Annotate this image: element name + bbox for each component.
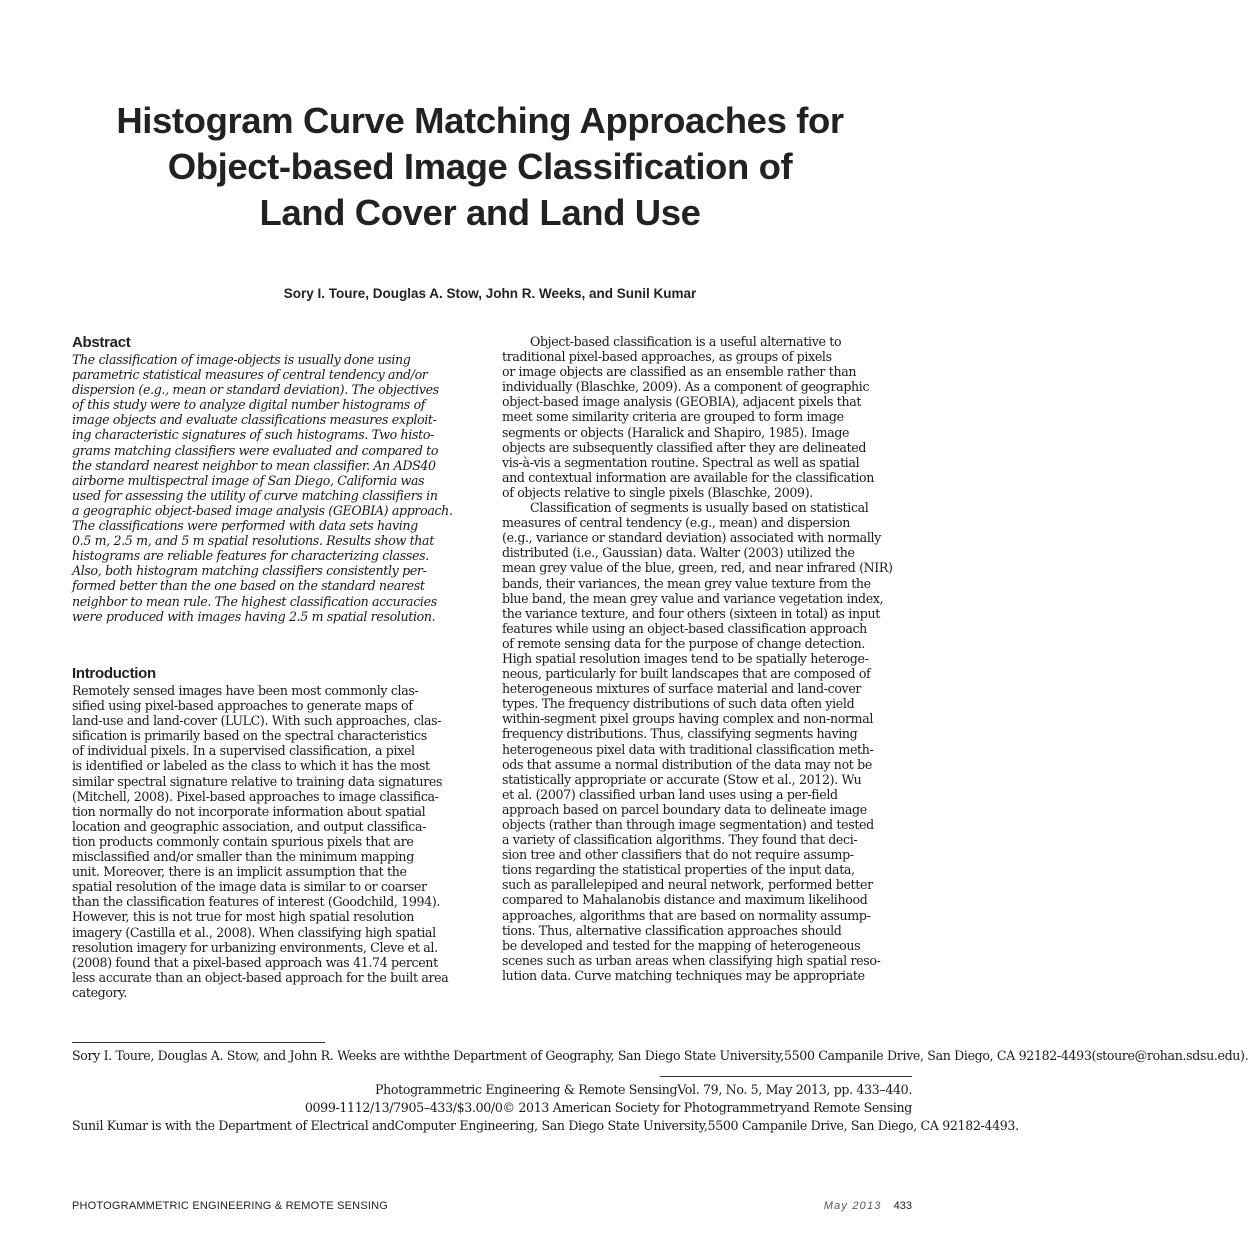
text-line: a geographic object-based image analysis (GEOBIA) approach.: [72, 502, 453, 518]
text-line: used for assessing the utility of curve matching classifiers in: [72, 487, 438, 503]
text-line: sion tree and other classifiers that do not require assump-: [502, 847, 854, 863]
text-line: sification is primarily based on the spectral characteristics: [72, 728, 427, 744]
text-line: 5500 Campanile Drive, San Diego, CA 92182-4493: [783, 1048, 1092, 1063]
abstract-section: [72, 334, 490, 624]
introduction-heading: Introduction: [72, 665, 156, 682]
text-line: misclassified and/or smaller than the minimum mapping: [72, 849, 414, 865]
text-line: unit. Moreover, there is an implicit assumption that the: [72, 864, 407, 880]
text-line: approach based on parcel boundary data to delineate image: [502, 801, 867, 817]
text-line: and Remote Sensing: [786, 1100, 912, 1116]
text-line: category.: [72, 984, 128, 1000]
body-text: [502, 334, 920, 983]
title-line-2: Object-based Image Classification of: [167, 146, 793, 187]
text-line: neighbor to mean rule. The highest classification accuracies: [72, 593, 437, 609]
text-line: such as parallelepiped and neural network, performed better: [502, 877, 873, 893]
text-line: mean grey value of the blue, green, red, and near infrared (NIR): [502, 560, 893, 576]
text-line: is identified or labeled as the class to which it has the most: [72, 758, 430, 774]
text-line: less accurate than an object-based approach for the built area: [72, 969, 449, 985]
text-line: (Mitchell, 2008). Pixel-based approaches to image classifica-: [72, 788, 439, 804]
text-line: of remote sensing data for the purpose of change detection.: [502, 635, 866, 651]
text-line: Sunil Kumar is with the Department of Electrical and: [72, 1118, 395, 1133]
text-line: Object-based classification is a useful alternative to: [530, 334, 842, 349]
text-line: the Department of Geography, San Diego State University,: [430, 1048, 784, 1063]
text-line: traditional pixel-based approaches, as groups of pixels: [502, 349, 832, 365]
text-line: airborne multispectral image of San Diego, California was: [72, 472, 425, 488]
text-line: Photogrammetric Engineering & Remote Sensing: [375, 1082, 678, 1097]
text-line: 0099-1112/13/7905–433/$3.00/0: [304, 1100, 503, 1116]
text-line: heterogeneous pixel data with traditional classification meth-: [502, 741, 874, 757]
title-line-1: Histogram Curve Matching Approaches for: [116, 100, 844, 141]
text-line: compared to Mahalanobis distance and maximum likelihood: [502, 892, 868, 908]
text-line: resolution imagery for urbanizing environments, Cleve et al.: [72, 939, 438, 955]
page-number: 433: [893, 1200, 912, 1212]
text-line: (2008) found that a pixel-based approach was 41.74 percent: [72, 954, 438, 970]
text-line: neous, particularly for built landscapes that are composed of: [502, 666, 871, 682]
journal-copyright: [305, 1100, 912, 1115]
text-line: location and geographic association, and output classifica-: [72, 818, 427, 834]
text-line: Computer Engineering, San Diego State University,: [394, 1118, 708, 1133]
text-line: individually (Blaschke, 2009). As a component of geographic: [502, 379, 870, 395]
journal-citation: [305, 1082, 912, 1097]
text-line: 5500 Campanile Drive, San Diego, CA 92182-4493.: [707, 1118, 1019, 1133]
abstract-heading: Abstract: [72, 334, 131, 351]
journal-info: [305, 1082, 912, 1115]
text-line: © 2013 American Society for Photogrammetry: [502, 1100, 787, 1116]
text-line: However, this is not true for most high spatial resolution: [72, 909, 415, 925]
text-line: grams matching classifiers were evaluated and compared to: [72, 442, 439, 458]
text-line: features while using an object-based classification approach: [502, 620, 867, 636]
text-line: imagery (Castilla et al., 2008). When classifying high spatial: [72, 924, 436, 940]
text-line: Sory I. Toure, Douglas A. Stow, and John R. Weeks are with: [72, 1048, 431, 1063]
text-line: objects (rather than through image segmentation) and tested: [502, 817, 874, 832]
text-line: Also, both histogram matching classifiers consistently per-: [72, 563, 427, 579]
text-line: tions. Thus, alternative classification approaches should: [502, 922, 842, 938]
text-line: vis-à-vis a segmentation routine. Spectral as well as spatial: [502, 454, 860, 470]
text-line: parametric statistical measures of central tendency and/or: [72, 367, 428, 383]
text-line: scenes such as urban areas when classifying high spatial reso-: [502, 952, 881, 968]
text-line: ods that assume a normal distribution of the data may not be: [502, 756, 872, 772]
text-line: histograms are reliable features for characterizing classes.: [72, 548, 429, 564]
footer-date: May 2013: [823, 1200, 882, 1212]
text-line: blue band, the mean grey value and variance vegetation index,: [502, 590, 884, 606]
text-line: land-use and land-cover (LULC). With such approaches, clas-: [72, 713, 442, 729]
title-line-3: Land Cover and Land Use: [259, 192, 701, 233]
author-affiliation-1: [72, 1048, 1248, 1063]
text-line: image objects and evaluate classifications measures exploit-: [72, 412, 437, 428]
text-line: The classification of image-objects is usually done using: [72, 352, 411, 367]
right-column-text: [502, 334, 920, 983]
text-line: Vol. 79, No. 5, May 2013, pp. 433–440.: [677, 1082, 912, 1097]
text-line: tion products commonly contain spurious pixels that are: [72, 833, 414, 849]
text-line: similar spectral signature relative to training data signatures: [72, 773, 443, 789]
text-line: (stoure@rohan.sdsu.edu).: [1091, 1048, 1248, 1063]
text-line: sified using pixel-based approaches to generate maps of: [72, 698, 413, 714]
text-line: and contextual information are available for the classification: [502, 469, 875, 485]
text-line: objects are subsequently classified after they are delineated: [502, 439, 867, 455]
text-line: object-based image analysis (GEOBIA), adjacent pixels that: [502, 394, 862, 410]
footnote-divider: [72, 1042, 325, 1043]
text-line: of objects relative to single pixels (Blaschke, 2009).: [502, 484, 813, 500]
text-line: ing characteristic signatures of such histograms. Two histo-: [72, 427, 434, 443]
text-line: frequency distributions. Thus, classifying segments having: [502, 726, 858, 742]
text-line: formed better than the one based on the standard nearest: [72, 578, 425, 594]
text-line: types. The frequency distributions of such data often yield: [502, 696, 855, 712]
abstract-text: [72, 352, 490, 624]
text-line: High spatial resolution images tend to be spatially heteroge-: [502, 650, 869, 666]
text-line: or image objects are classified as an ensemble rather than: [502, 364, 857, 380]
introduction-text: [72, 683, 490, 1000]
footer-page-info: [824, 1200, 912, 1212]
text-line: be developed and tested for the mapping of heterogeneous: [502, 937, 861, 953]
text-line: within-segment pixel groups having complex and non-normal: [502, 711, 874, 727]
text-line: than the classification features of interest (Goodchild, 1994).: [72, 894, 441, 910]
text-line: (e.g., variance or standard deviation) associated with normally: [502, 530, 881, 546]
text-line: were produced with images having 2.5 m spatial resolution.: [72, 608, 436, 624]
text-line: statistically appropriate or accurate (Stow et al., 2012). Wu: [502, 771, 862, 787]
text-line: heterogeneous mixtures of surface material and land-cover: [502, 681, 862, 697]
text-line: the standard nearest neighbor to mean classifier. An ADS40: [72, 457, 436, 473]
text-line: tion normally do not incorporate information about spatial: [72, 803, 426, 819]
journal-info-divider: [660, 1076, 912, 1077]
paper-title: [60, 98, 900, 236]
text-line: of individual pixels. In a supervised classification, a pixel: [72, 743, 415, 759]
text-line: dispersion (e.g., mean or standard deviation). The objectives: [72, 382, 439, 398]
footer-journal-name: PHOTOGRAMMETRIC ENGINEERING & REMOTE SENSING: [72, 1200, 389, 1212]
text-line: The classifications were performed with data sets having: [72, 518, 418, 534]
text-line: a variety of classification algorithms. They found that deci-: [502, 832, 858, 848]
text-line: approaches, algorithms that are based on normality assump-: [502, 907, 871, 923]
text-line: meet some similarity criteria are grouped to form image: [502, 409, 844, 425]
text-line: lution data. Curve matching techniques may be appropriate: [502, 967, 865, 983]
text-line: spatial resolution of the image data is similar to or coarser: [72, 879, 427, 895]
text-line: bands, their variances, the mean grey value texture from the: [502, 575, 871, 591]
text-line: et al. (2007) classified urban land uses using a per-field: [502, 786, 838, 802]
introduction-section: [72, 665, 490, 1000]
text-line: Classification of segments is usually based on statistical: [530, 500, 869, 516]
text-line: 0.5 m, 2.5 m, and 5 m spatial resolutions. Results show that: [72, 533, 434, 549]
text-line: tions regarding the statistical properties of the input data,: [502, 862, 855, 878]
text-line: of this study were to analyze digital number histograms of: [72, 397, 426, 413]
text-line: distributed (i.e., Gaussian) data. Walter (2003) utilized the: [502, 545, 855, 561]
text-line: measures of central tendency (e.g., mean) and dispersion: [502, 515, 851, 531]
author-affiliation-2: [72, 1118, 1019, 1133]
text-line: the variance texture, and four others (sixteen in total) as input: [502, 605, 880, 621]
text-line: segments or objects (Haralick and Shapiro, 1985). Image: [502, 424, 850, 440]
text-line: Remotely sensed images have been most commonly clas-: [72, 683, 419, 698]
author-list: Sory I. Toure, Douglas A. Stow, John R. Weeks, and Sunil Kumar: [283, 286, 697, 301]
